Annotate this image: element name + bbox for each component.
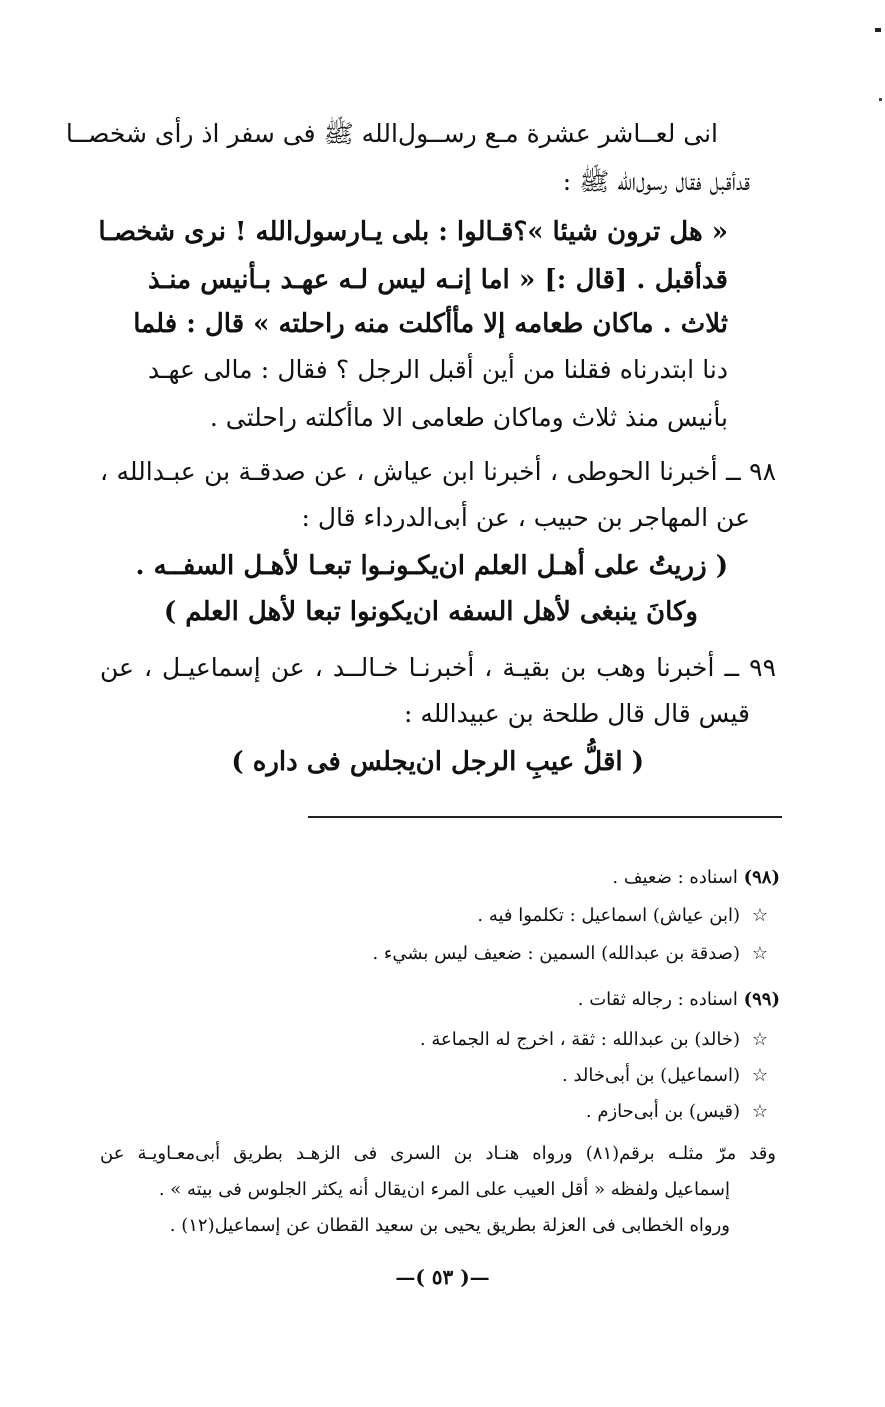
footnote-note-line: إسماعيل ولفظه « أقل العيب على المرء ان‌يقال أنه يكثر الجلوس فى بيته » . bbox=[158, 1179, 730, 1200]
quote-line: « هل ترون شيئا »؟قـالوا : بلى يـارسول‌الله ! نرى شخصـا bbox=[98, 217, 728, 247]
footnote-item-text: (قيس) بن أبى‌حازم . bbox=[585, 1101, 740, 1122]
quote-line: بأنيس منذ ثلاث وماكان طعامى الا ماأكلته راحلتى . bbox=[209, 403, 728, 432]
hadith-98-quote: ( زريتُ على أهـل العلم ان‌يكـونـوا تبعـا لأهـل السفــه . bbox=[135, 551, 728, 581]
star-icon: ☆ bbox=[751, 943, 769, 964]
hadith-99-line: ٩٩ ــ أخبرنا وهب بن بقيـة ، أخبرنـا خـالــد ، عن إسماعيـل ، عن bbox=[100, 653, 776, 682]
intro-line: انى لعــاشر عشرة مـع رســول‌الله ﷺ فى سفر اذ رأى شخصــا bbox=[65, 119, 718, 148]
footnote-item bbox=[200, 902, 780, 930]
footnote-number: (٩٩) bbox=[743, 989, 780, 1010]
footnote-item bbox=[200, 940, 780, 968]
footnote-separator bbox=[308, 816, 782, 818]
hadith-98-line: عن المهاجر بن حبيب ، عن أبى‌الدرداء قال : bbox=[301, 503, 750, 532]
quote-line: قدأقبل . [قال :] « اما إنـه ليس لـه عهـد بـأنيس منـذ bbox=[148, 265, 728, 295]
page-number: —( ٥٣ )— bbox=[395, 1265, 490, 1289]
footnote-note-line: ورواه الخطابى فى العزلة بطريق يحيى بن سعيد القطان عن إسماعيل(١٢) . bbox=[169, 1215, 730, 1236]
quote-line: ثلاث . ماكان طعامه إلا مأأكلت منه راحلته » قال : فلما bbox=[133, 309, 728, 339]
star-icon: ☆ bbox=[751, 1101, 769, 1122]
footnote-heading-text: اسناده : رجاله ثقات . bbox=[577, 989, 738, 1010]
footnote-note-line: وقد مرّ مثلـه برقم(٨١) ورواه هنـاد بن السرى فى الزهـد بطريق أبى‌معـاويـة عن bbox=[100, 1143, 776, 1164]
hadith-99-quote: ( اقلُّ عيبِ الرجل ان‌يجلس فى داره ) bbox=[231, 747, 644, 777]
footnote-item-text: (اسماعيل) بن أبى‌خالد . bbox=[562, 1065, 740, 1086]
footnote-heading-text: اسناده : ضعيف . bbox=[612, 867, 738, 888]
footnote-item bbox=[200, 1062, 780, 1090]
footnote-item bbox=[200, 1098, 780, 1126]
footnote-99-heading bbox=[200, 986, 780, 1014]
star-icon: ☆ bbox=[751, 1029, 769, 1050]
star-icon: ☆ bbox=[751, 1065, 769, 1086]
footnote-item bbox=[200, 1026, 780, 1054]
footnote-item-text: (صدقة بن عبدالله) السمين : ضعيف ليس بشيء . bbox=[372, 943, 740, 964]
hadith-99-line: قيس قال قال طلحة بن عبيدالله : bbox=[403, 699, 750, 728]
scan-mark bbox=[875, 28, 881, 32]
footnote-item-text: (خالد) بن عبدالله : ثقة ، اخرج له الجماعة . bbox=[419, 1029, 740, 1050]
intro-line: قدأقبل فقال رسول‌الله ﷺ : bbox=[562, 167, 750, 196]
scan-mark bbox=[879, 98, 882, 101]
footnote-98-heading bbox=[200, 864, 780, 892]
footnote-number: (٩٨) bbox=[743, 867, 780, 888]
hadith-98-quote: وكانَ ينبغى لأهل السفه ان‌يكونوا تبعا لأهل العلم ) bbox=[163, 597, 698, 627]
footnote-item-text: (ابن عياش) اسماعيل : تكلموا فيه . bbox=[477, 905, 740, 926]
star-icon: ☆ bbox=[751, 905, 769, 926]
quote-line: دنا ابتدرناه فقلنا من أين أقبل الرجل ؟ فقال : مالى عهـد bbox=[148, 355, 728, 384]
hadith-98-line: ٩٨ ــ أخبرنا الحوطى ، أخبرنا ابن عياش ، عن صدقـة بن عبـدالله ، bbox=[100, 457, 776, 486]
